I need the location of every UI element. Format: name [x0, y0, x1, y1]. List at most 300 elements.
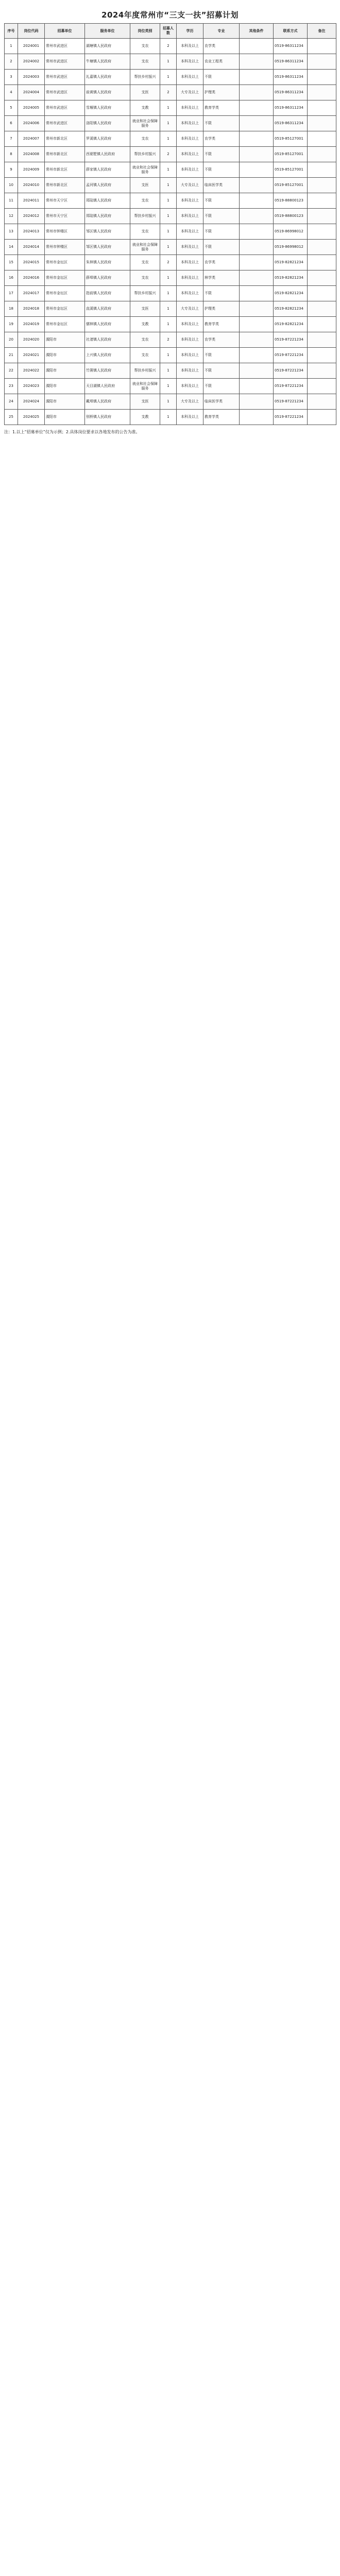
table-cell: 本科及以上 [177, 100, 203, 116]
table-cell: 常州市钟楼区 [45, 224, 85, 240]
table-row [5, 394, 336, 410]
column-header: 专业 [203, 24, 240, 39]
table-cell: 18 [5, 301, 18, 317]
table-cell [308, 348, 336, 363]
table-cell: 17 [5, 286, 18, 301]
table-cell [308, 131, 336, 147]
table-cell: 2024008 [18, 147, 45, 162]
table-cell: 薛家镇人民政府 [85, 162, 130, 178]
table-cell: 支农 [130, 193, 160, 209]
table-cell [308, 394, 336, 410]
table-cell: 14 [5, 240, 18, 255]
table-cell: 2024002 [18, 54, 45, 70]
table-cell: 本科及以上 [177, 348, 203, 363]
table-cell: 2024011 [18, 193, 45, 209]
table-cell: 0519-85127001 [274, 131, 308, 147]
table-cell: 不限 [203, 162, 240, 178]
table-cell: 牛塘镇人民政府 [85, 54, 130, 70]
table-cell: 4 [5, 85, 18, 100]
table-cell: 本科及以上 [177, 332, 203, 348]
table-cell: 本科及以上 [177, 270, 203, 286]
table-cell: 帮扶乡村振兴 [130, 209, 160, 224]
table-row [5, 162, 336, 178]
table-cell: 2 [160, 255, 177, 270]
table-cell: 0519-88800123 [274, 193, 308, 209]
table-cell [308, 162, 336, 178]
table-cell: 0519-86998012 [274, 224, 308, 240]
table-cell: 1 [160, 131, 177, 147]
table-cell: 1 [160, 410, 177, 425]
table-cell: 22 [5, 363, 18, 379]
table-cell: 0519-86311234 [274, 39, 308, 54]
table-cell [240, 270, 274, 286]
table-cell: 农学类 [203, 255, 240, 270]
table-cell [308, 178, 336, 193]
table-cell: 常州市武进区 [45, 100, 85, 116]
table-cell: 常州市金坛区 [45, 301, 85, 317]
table-row [5, 301, 336, 317]
table-cell: 1 [160, 54, 177, 70]
table-cell: 本科及以上 [177, 363, 203, 379]
table-cell [240, 162, 274, 178]
table-cell: 2024019 [18, 317, 45, 332]
table-cell [240, 116, 274, 131]
table-cell: 就业和社会保障服务 [130, 162, 160, 178]
table-cell: 不限 [203, 379, 240, 394]
table-cell: 帮扶乡村振兴 [130, 70, 160, 85]
table-body [5, 39, 336, 425]
table-cell: 常州市武进区 [45, 39, 85, 54]
table-cell: 不限 [203, 286, 240, 301]
table-cell [308, 379, 336, 394]
table-row [5, 147, 336, 162]
table-cell: 不限 [203, 193, 240, 209]
column-header: 岗位代码 [18, 24, 45, 39]
table-cell: 0519-87221234 [274, 363, 308, 379]
table-cell: 天目湖镇人民政府 [85, 379, 130, 394]
table-cell: 本科及以上 [177, 286, 203, 301]
table-row [5, 224, 336, 240]
table-cell [240, 348, 274, 363]
table-cell: 0519-82821234 [274, 270, 308, 286]
table-cell: 溧阳市 [45, 332, 85, 348]
table-cell: 郑陆镇人民政府 [85, 193, 130, 209]
table-cell [308, 193, 336, 209]
table-cell [308, 209, 336, 224]
table-cell: 大专及以上 [177, 85, 203, 100]
table-cell: 常州市天宁区 [45, 209, 85, 224]
table-cell [308, 240, 336, 255]
table-cell [308, 286, 336, 301]
table-cell: 0519-82821234 [274, 317, 308, 332]
table-cell: 本科及以上 [177, 410, 203, 425]
header-row [5, 24, 336, 39]
table-cell: 1 [160, 100, 177, 116]
table-cell [240, 193, 274, 209]
table-cell: 1 [160, 70, 177, 85]
table-cell: 支医 [130, 394, 160, 410]
table-cell: 2 [160, 147, 177, 162]
table-cell: 本科及以上 [177, 209, 203, 224]
table-cell: 农学类 [203, 332, 240, 348]
table-cell: 0519-86311234 [274, 85, 308, 100]
column-header: 招募单位 [45, 24, 85, 39]
table-row [5, 240, 336, 255]
table-cell: 2024015 [18, 255, 45, 270]
table-cell: 1 [160, 301, 177, 317]
table-cell: 郑陆镇人民政府 [85, 209, 130, 224]
table-row [5, 332, 336, 348]
table-cell [308, 301, 336, 317]
table-cell: 本科及以上 [177, 131, 203, 147]
table-cell: 常州市新北区 [45, 147, 85, 162]
table-cell: 0519-86311234 [274, 116, 308, 131]
table-cell: 溧阳市 [45, 348, 85, 363]
table-cell: 本科及以上 [177, 379, 203, 394]
table-cell: 2024024 [18, 394, 45, 410]
table-cell: 2024021 [18, 348, 45, 363]
table-row [5, 100, 336, 116]
table-cell: 0519-87221234 [274, 348, 308, 363]
table-cell: 23 [5, 379, 18, 394]
table-cell: 护理类 [203, 85, 240, 100]
table-cell: 农学类 [203, 39, 240, 54]
table-cell: 2024025 [18, 410, 45, 425]
table-cell: 常州市金坛区 [45, 317, 85, 332]
table-cell: 常州市武进区 [45, 85, 85, 100]
table-cell: 19 [5, 317, 18, 332]
table-cell [240, 379, 274, 394]
table-cell: 本科及以上 [177, 54, 203, 70]
table-cell: 2024020 [18, 332, 45, 348]
table-cell [308, 70, 336, 85]
table-cell: 溧阳市 [45, 363, 85, 379]
table-cell: 本科及以上 [177, 162, 203, 178]
table-cell [240, 240, 274, 255]
table-cell: 教育学类 [203, 317, 240, 332]
table-cell: 2024016 [18, 270, 45, 286]
table-cell: 1 [5, 39, 18, 54]
table-cell: 2024023 [18, 379, 45, 394]
table-cell: 21 [5, 348, 18, 363]
table-row [5, 70, 336, 85]
table-cell: 溧阳市 [45, 379, 85, 394]
table-row [5, 379, 336, 394]
table-cell: 常州市新北区 [45, 131, 85, 147]
table-cell: 0519-87221234 [274, 332, 308, 348]
table-cell: 2024010 [18, 178, 45, 193]
table-row [5, 39, 336, 54]
table-cell: 直溪镇人民政府 [85, 301, 130, 317]
table-cell: 1 [160, 363, 177, 379]
table-cell: 8 [5, 147, 18, 162]
table-cell: 3 [5, 70, 18, 85]
table-cell: 13 [5, 224, 18, 240]
table-cell: 临床医学类 [203, 394, 240, 410]
table-cell [308, 100, 336, 116]
table-cell [240, 224, 274, 240]
table-cell: 1 [160, 270, 177, 286]
table-cell: 支农 [130, 224, 160, 240]
table-cell: 支农 [130, 348, 160, 363]
table-cell: 2 [5, 54, 18, 70]
table-cell: 不限 [203, 240, 240, 255]
table-cell: 1 [160, 209, 177, 224]
table-cell: 孟河镇人民政府 [85, 178, 130, 193]
table-cell [308, 332, 336, 348]
table-cell: 2024012 [18, 209, 45, 224]
page-title: 2024年度常州市“三支一扶”招募计划 [101, 10, 239, 20]
table-cell: 上兴镇人民政府 [85, 348, 130, 363]
table-cell: 2024009 [18, 162, 45, 178]
table-row [5, 209, 336, 224]
table-cell: 就业和社会保障服务 [130, 240, 160, 255]
table-cell [240, 131, 274, 147]
table-cell: 12 [5, 209, 18, 224]
table-cell: 0519-88800123 [274, 209, 308, 224]
table-cell: 1 [160, 116, 177, 131]
table-cell: 2024013 [18, 224, 45, 240]
table-cell: 本科及以上 [177, 240, 203, 255]
table-cell [240, 178, 274, 193]
table-cell: 常州市金坛区 [45, 270, 85, 286]
table-cell: 不限 [203, 348, 240, 363]
table-cell: 7 [5, 131, 18, 147]
table-cell [240, 286, 274, 301]
table-row [5, 193, 336, 209]
table-cell [240, 100, 274, 116]
table-cell: 2024007 [18, 131, 45, 147]
table-cell: 1 [160, 240, 177, 255]
table-cell: 西夏墅镇人民政府 [85, 147, 130, 162]
table-cell [240, 85, 274, 100]
table-cell [240, 301, 274, 317]
table-cell [240, 147, 274, 162]
table-cell: 支医 [130, 301, 160, 317]
table-cell: 支教 [130, 410, 160, 425]
table-cell [308, 317, 336, 332]
table-cell: 别桥镇人民政府 [85, 410, 130, 425]
table-cell [308, 410, 336, 425]
table-cell: 1 [160, 348, 177, 363]
table-cell: 2024005 [18, 100, 45, 116]
table-cell: 薛埠镇人民政府 [85, 270, 130, 286]
table-row [5, 131, 336, 147]
table-cell [308, 39, 336, 54]
table-cell: 常州市武进区 [45, 116, 85, 131]
table-cell [308, 147, 336, 162]
table-cell: 本科及以上 [177, 70, 203, 85]
table-cell: 0519-87221234 [274, 379, 308, 394]
table-cell: 2024003 [18, 70, 45, 85]
table-cell [240, 209, 274, 224]
table-cell: 0519-82821234 [274, 301, 308, 317]
table-cell [240, 332, 274, 348]
table-cell [240, 70, 274, 85]
table-cell: 1 [160, 162, 177, 178]
table-cell: 2 [160, 85, 177, 100]
table-cell: 农业工程类 [203, 54, 240, 70]
table-cell [308, 116, 336, 131]
table-header [5, 24, 336, 39]
table-cell: 帮扶乡村振兴 [130, 286, 160, 301]
table-cell: 0519-85127001 [274, 147, 308, 162]
table-cell: 常州市武进区 [45, 70, 85, 85]
table-cell: 不限 [203, 147, 240, 162]
table-cell: 本科及以上 [177, 116, 203, 131]
table-cell: 戴埠镇人民政府 [85, 394, 130, 410]
table-cell: 20 [5, 332, 18, 348]
table-cell: 大专及以上 [177, 301, 203, 317]
table-cell: 本科及以上 [177, 255, 203, 270]
table-cell: 本科及以上 [177, 224, 203, 240]
table-row [5, 363, 336, 379]
table-cell: 0519-82821234 [274, 255, 308, 270]
table-cell: 本科及以上 [177, 317, 203, 332]
table-cell: 本科及以上 [177, 193, 203, 209]
table-cell: 常州市天宁区 [45, 193, 85, 209]
table-cell: 不限 [203, 224, 240, 240]
table-cell: 支医 [130, 85, 160, 100]
table-cell: 社渚镇人民政府 [85, 332, 130, 348]
table-cell [240, 363, 274, 379]
table-cell [308, 255, 336, 270]
table-cell: 指前镇人民政府 [85, 286, 130, 301]
column-header: 备注 [308, 24, 336, 39]
column-header: 其他条件 [240, 24, 274, 39]
table-cell: 常州市武进区 [45, 54, 85, 70]
table-cell: 支农 [130, 270, 160, 286]
table-cell [240, 255, 274, 270]
column-header: 学历 [177, 24, 203, 39]
table-cell: 大专及以上 [177, 178, 203, 193]
table-cell: 林学类 [203, 270, 240, 286]
table-cell: 儒林镇人民政府 [85, 317, 130, 332]
table-cell [308, 54, 336, 70]
table-cell: 0519-86311234 [274, 54, 308, 70]
table-cell: 溧阳市 [45, 394, 85, 410]
table-cell: 帮扶乡村振兴 [130, 363, 160, 379]
table-cell [240, 39, 274, 54]
table-cell: 2024006 [18, 116, 45, 131]
column-header: 服务单位 [85, 24, 130, 39]
table-cell: 支农 [130, 39, 160, 54]
footer-note: 注：1.以上“招募单位”仅为示例；2.具体岗位要求以各地发布的公告为准。 [4, 430, 140, 434]
table-cell: 2 [160, 39, 177, 54]
table-cell: 湖塘镇人民政府 [85, 39, 130, 54]
table-cell [308, 85, 336, 100]
recruitment-table [4, 23, 336, 425]
table-cell: 支农 [130, 332, 160, 348]
table-cell [240, 410, 274, 425]
table-cell: 0519-86998012 [274, 240, 308, 255]
table-cell: 不限 [203, 363, 240, 379]
table-cell: 2024018 [18, 301, 45, 317]
table-cell: 2024022 [18, 363, 45, 379]
table-cell: 25 [5, 410, 18, 425]
table-cell [240, 317, 274, 332]
table-cell: 朱林镇人民政府 [85, 255, 130, 270]
table-cell [308, 224, 336, 240]
table-cell: 邹区镇人民政府 [85, 224, 130, 240]
table-row [5, 255, 336, 270]
table-cell: 16 [5, 270, 18, 286]
table-cell: 0519-87221234 [274, 394, 308, 410]
column-header: 序号 [5, 24, 18, 39]
table-cell: 2024014 [18, 240, 45, 255]
table-cell: 0519-87221234 [274, 410, 308, 425]
table-cell: 0519-86311234 [274, 70, 308, 85]
table-cell: 支教 [130, 100, 160, 116]
table-cell [308, 270, 336, 286]
table-row [5, 85, 336, 100]
table-row [5, 54, 336, 70]
table-row [5, 348, 336, 363]
table-cell: 9 [5, 162, 18, 178]
table-cell: 前黄镇人民政府 [85, 85, 130, 100]
table-cell: 24 [5, 394, 18, 410]
table-cell: 1 [160, 286, 177, 301]
column-header: 岗位类别 [130, 24, 160, 39]
table-row [5, 270, 336, 286]
table-cell: 常州市新北区 [45, 162, 85, 178]
table-row [5, 116, 336, 131]
table-cell: 1 [160, 394, 177, 410]
table-cell: 0519-85127001 [274, 162, 308, 178]
table-cell: 1 [160, 224, 177, 240]
table-cell: 常州市金坛区 [45, 255, 85, 270]
table-cell: 支医 [130, 178, 160, 193]
table-cell: 护理类 [203, 301, 240, 317]
table-cell: 支农 [130, 54, 160, 70]
table-cell: 溧阳市 [45, 410, 85, 425]
table-cell: 支农 [130, 255, 160, 270]
table-cell: 6 [5, 116, 18, 131]
table-row [5, 317, 336, 332]
table-cell [240, 54, 274, 70]
table-cell: 5 [5, 100, 18, 116]
table-cell: 洛阳镇人民政府 [85, 116, 130, 131]
table-cell: 常州市新北区 [45, 178, 85, 193]
table-cell: 0519-82821234 [274, 286, 308, 301]
table-row [5, 286, 336, 301]
table-cell: 常州市钟楼区 [45, 240, 85, 255]
table-cell: 2 [160, 332, 177, 348]
table-cell: 邹区镇人民政府 [85, 240, 130, 255]
table-cell: 就业和社会保障服务 [130, 116, 160, 131]
table-cell: 15 [5, 255, 18, 270]
table-cell: 农学类 [203, 131, 240, 147]
table-cell: 1 [160, 379, 177, 394]
table-cell: 就业和社会保障服务 [130, 379, 160, 394]
table-cell: 罗溪镇人民政府 [85, 131, 130, 147]
table-cell: 支教 [130, 317, 160, 332]
table-cell: 2024017 [18, 286, 45, 301]
table-cell: 雪堰镇人民政府 [85, 100, 130, 116]
table-cell: 11 [5, 193, 18, 209]
table-cell: 1 [160, 178, 177, 193]
column-header: 招募人数 [160, 24, 177, 39]
table-cell: 帮扶乡村振兴 [130, 147, 160, 162]
table-cell: 教育学类 [203, 410, 240, 425]
table-cell: 0519-85127001 [274, 178, 308, 193]
table-cell: 2024001 [18, 39, 45, 54]
table-cell: 临床医学类 [203, 178, 240, 193]
table-row [5, 178, 336, 193]
table-cell: 不限 [203, 70, 240, 85]
table-cell: 大专及以上 [177, 394, 203, 410]
table-cell [240, 394, 274, 410]
